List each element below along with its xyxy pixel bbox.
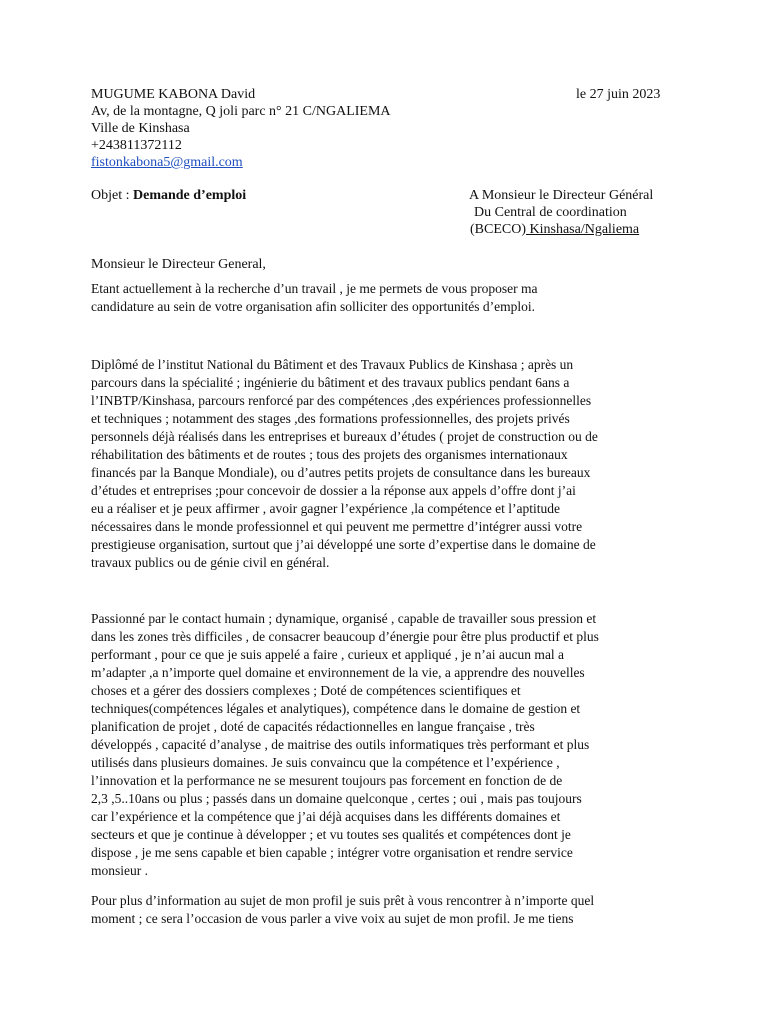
paragraph-line: moment ; ce sera l’occasion de vous parler a vive voix au sujet de mon profil. Je me tiens xyxy=(91,911,574,926)
sender-address: Av, de la montagne, Q joli parc n° 21 C/NGALIEMA xyxy=(91,104,391,119)
paragraph-line: Etant actuellement à la recherche d’un travail , je me permets de vous proposer ma xyxy=(91,281,538,296)
paragraph-line: travaux publics ou de génie civil en général. xyxy=(91,555,330,570)
paragraph-line: car l’expérience et la compétence que j’ai déjà acquises dans les différents domaines et xyxy=(91,809,561,824)
paragraph-intro xyxy=(91,280,683,316)
paragraph-line: Passionné par le contact humain ; dynamique, organisé , capable de travailler sous pression et xyxy=(91,611,597,626)
paragraph-line: techniques(compétences légales et analytiques), compétence dans le domaine de gestion et xyxy=(91,701,581,716)
paragraph-line: réhabilitation des bâtiments et de routes ; tous des projets des organismes internationaux xyxy=(91,447,568,462)
sender-name: MUGUME KABONA David xyxy=(91,87,256,102)
paragraph-line: parcours dans la spécialité ; ingénierie du bâtiment et des travaux publics pendant 6ans a xyxy=(91,375,570,390)
paragraph-line: prestigieuse organisation, surtout que j’ai développé une sorte d’expertise dans le domaine de xyxy=(91,537,596,552)
paragraph-line: et techniques ; notamment des stages ,des formations professionnelles, des projets privés xyxy=(91,411,570,426)
paragraph-closing xyxy=(91,892,683,928)
object-label: Objet : xyxy=(91,188,130,203)
paragraph-line: utilisés dans plusieurs domaines. Je suis convaincu que la compétence et l’expérience , xyxy=(91,755,560,770)
salutation: Monsieur le Directeur General, xyxy=(91,257,266,272)
paragraph-line: planification de projet , doté de capacités rédactionnelles en langue française , très xyxy=(91,719,535,734)
paragraph-line: m’adapter ,a n’importe quel domaine et environnement de la vie, a apprendre des nouvelles xyxy=(91,665,585,680)
paragraph-line: d’études et entreprises ;pour concevoir de dossier a la réponse aux appels d’offre dont j’ai xyxy=(91,483,576,498)
sender-city: Ville de Kinshasa xyxy=(91,121,190,136)
paragraph-line: nécessaires dans le monde professionnel et qui peuvent me permettre d’intégrer aussi votre xyxy=(91,519,583,534)
paragraph-line: choses et a gérer des dossiers complexes ; Doté de compétences scientifiques et xyxy=(91,683,521,698)
recipient-line-1: A Monsieur le Directeur Général xyxy=(469,188,654,203)
paragraph-line: personnels déjà réalisés dans les entreprises et bureaux d’études ( projet de construction ou de xyxy=(91,429,598,444)
paragraph-line: dispose , je me sens capable et bien capable ; intégrer votre organisation et rendre service xyxy=(91,845,573,860)
paragraph-line: eu a réaliser et je peux affirmer , avoir gagner l’expérience ,la compétence et l’aptitude xyxy=(91,501,561,516)
recipient-line-3 xyxy=(470,221,639,238)
paragraph-qualities xyxy=(91,610,683,880)
letter-date: le 27 juin 2023 xyxy=(576,87,661,102)
paragraph-line: Pour plus d’information au sujet de mon profil je suis prêt à vous rencontrer à n’importe quel xyxy=(91,893,595,908)
paragraph-line: financés par la Banque Mondiale), ou d’autres petits projets de consultance dans les bureaux xyxy=(91,465,591,480)
paragraph-line: l’INBTP/Kinshasa, parcours renforcé par des compétences ,des expériences professionnelles xyxy=(91,393,592,408)
recipient-line-3-location: Kinshasa/Ngaliema xyxy=(526,222,640,237)
paragraph-line: performant , pour ce que je suis appelé a faire , curieux et appliqué , je n’ai aucun mal a xyxy=(91,647,565,662)
paragraph-line: secteurs et que je continue à développer ; et vu toutes ses qualités et compétences dont je xyxy=(91,827,571,842)
object-line xyxy=(91,187,246,205)
paragraph-line: développés , capacité d’analyse , de maitrise des outils informatiques très performant et plus xyxy=(91,737,590,752)
paragraph-line: dans les zones très difficiles , de consacrer beaucoup d’énergie pour être plus productif et plus xyxy=(91,629,599,644)
recipient-line-3-prefix: (BCECO) xyxy=(470,222,526,237)
object-value: Demande d’emploi xyxy=(133,188,247,203)
paragraph-education xyxy=(91,356,683,572)
paragraph-line: candidature au sein de votre organisation afin solliciter des opportunités d’emploi. xyxy=(91,299,536,314)
paragraph-line: l’innovation et la performance ne se mesurent toujours pas forcement en fonction de de xyxy=(91,773,563,788)
paragraph-line: Diplômé de l’institut National du Bâtiment et des Travaux Publics de Kinshasa ; après un xyxy=(91,357,574,372)
paragraph-line: monsieur . xyxy=(91,863,148,878)
sender-email-link[interactable]: fistonkabona5@gmail.com xyxy=(91,155,243,170)
recipient-line-2: Du Central de coordination xyxy=(474,205,627,220)
paragraph-line: 2,3 ,5..10ans ou plus ; passés dans un domaine quelconque , certes ; oui , mais pas toujours xyxy=(91,791,582,806)
sender-phone: +243811372112 xyxy=(91,138,182,153)
